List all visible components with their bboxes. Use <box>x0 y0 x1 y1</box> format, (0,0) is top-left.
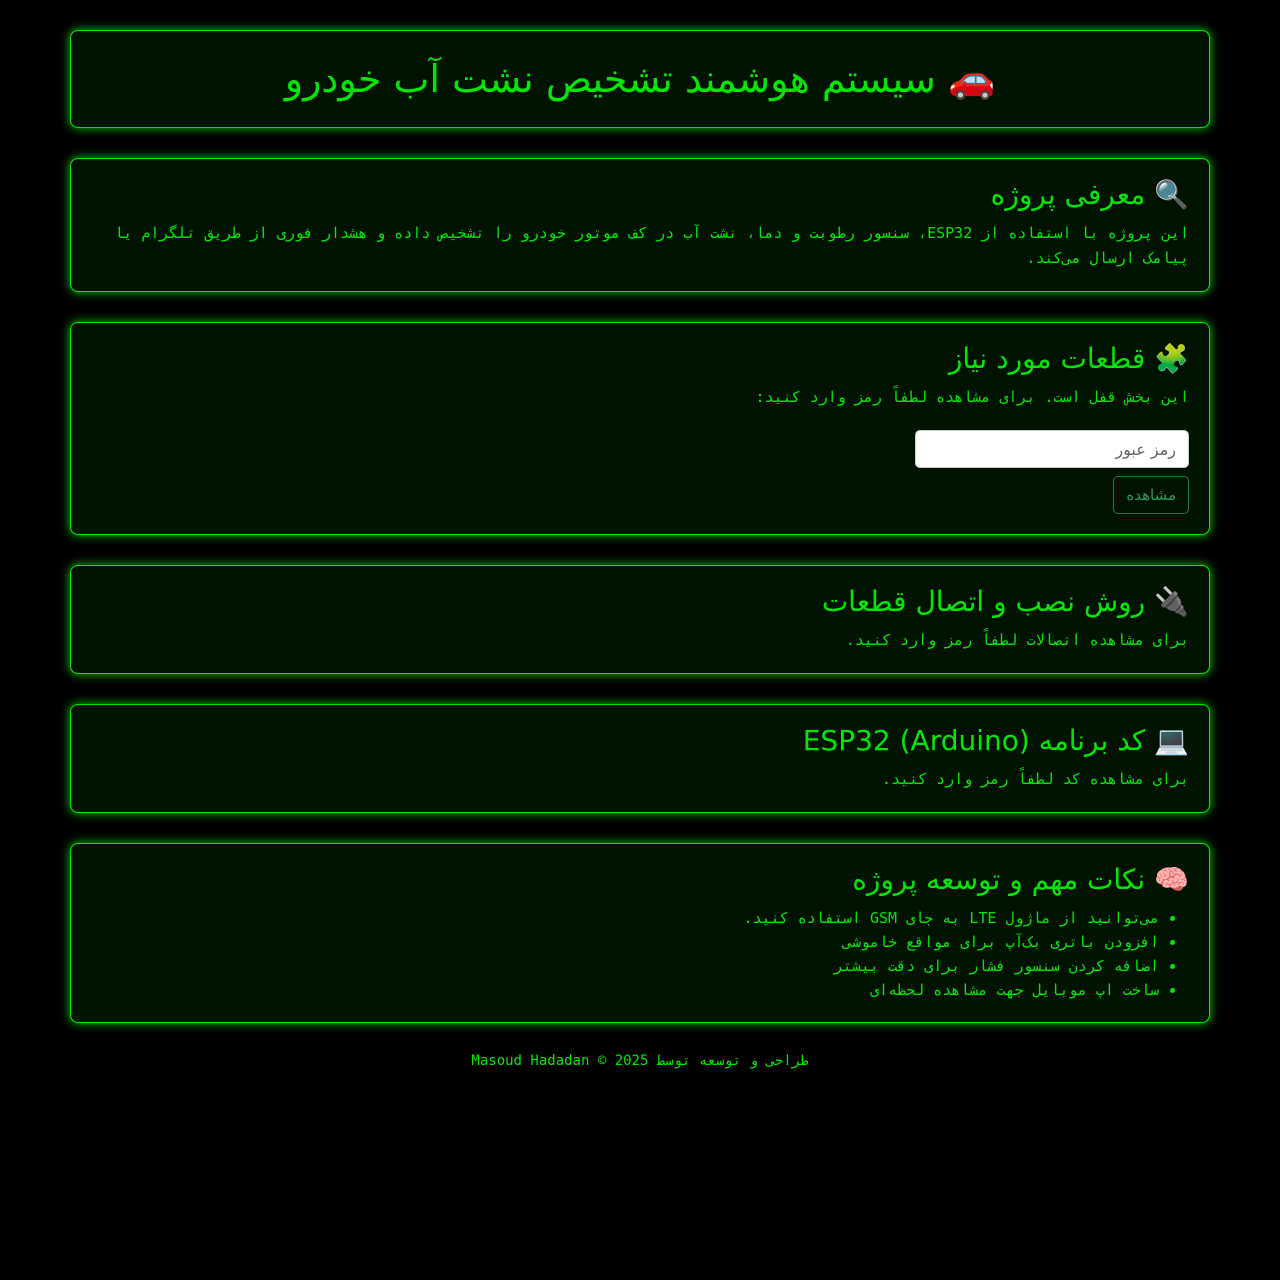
install-title <box>91 584 1189 620</box>
brain-icon: 🧠 <box>1154 863 1189 896</box>
code-title <box>91 723 1189 759</box>
notes-title-text: نکات مهم و توسعه پروژه <box>852 863 1146 896</box>
parts-title-text: قطعات مورد نیاز <box>948 342 1146 375</box>
intro-text: این پروژه با استفاده از ESP32، سنسور رطوبت و دما، نشت آب در کف موتور خودرو را تشخیص داده و هشدار فوری از طریق تلگرام یا پیامک ارسال می‌کند. <box>114 224 1189 267</box>
code-title-text: کد برنامه ESP32 (Arduino) <box>802 724 1146 757</box>
list-item: • افزودن باتری بک‌آپ برای مواقع خاموشی <box>91 930 1159 954</box>
footer: طراحی و توسعه توسط Masoud Hadadan © 2025 <box>471 1053 809 1069</box>
intro-title <box>91 177 1189 213</box>
install-section <box>70 565 1210 674</box>
intro-section <box>70 158 1210 292</box>
install-text: برای مشاهده اتصالات لطفاً رمز وارد کنید. <box>845 631 1189 649</box>
code-section <box>70 704 1210 813</box>
notes-section <box>70 843 1210 1023</box>
code-text: برای مشاهده کد لطفاً رمز وارد کنید. <box>881 770 1189 788</box>
page-title-text: سیستم هوشمند تشخیص نشت آب خودرو <box>284 57 936 101</box>
parts-section <box>70 322 1210 535</box>
notes-title <box>91 862 1189 898</box>
list-item: • می‌توانید از ماژول LTE به جای GSM استفاده کنید. <box>91 906 1159 930</box>
intro-title-text: معرفی پروژه <box>990 178 1146 211</box>
puzzle-icon: 🧩 <box>1154 342 1189 375</box>
laptop-icon: 💻 <box>1154 724 1189 757</box>
car-icon: 🚗 <box>947 57 996 101</box>
parts-locked-text: این بخش قفل است. برای مشاهده لطفاً رمز وارد کنید: <box>755 388 1189 406</box>
parts-title <box>91 341 1189 377</box>
magnifier-icon: 🔍 <box>1154 178 1189 211</box>
password-input[interactable] <box>915 430 1189 468</box>
plug-icon: 🔌 <box>1154 585 1189 618</box>
list-item: • اضافه کردن سنسور فشار برای دقت بیشتر <box>91 954 1159 978</box>
notes-list <box>91 906 1189 1002</box>
header-card <box>70 30 1210 128</box>
page-title <box>91 49 1189 109</box>
view-button[interactable]: مشاهده <box>1113 476 1189 514</box>
install-title-text: روش نصب و اتصال قطعات <box>821 585 1146 618</box>
list-item: • ساخت اپ موبایل جهت مشاهده لحظه‌ای <box>91 978 1159 1002</box>
